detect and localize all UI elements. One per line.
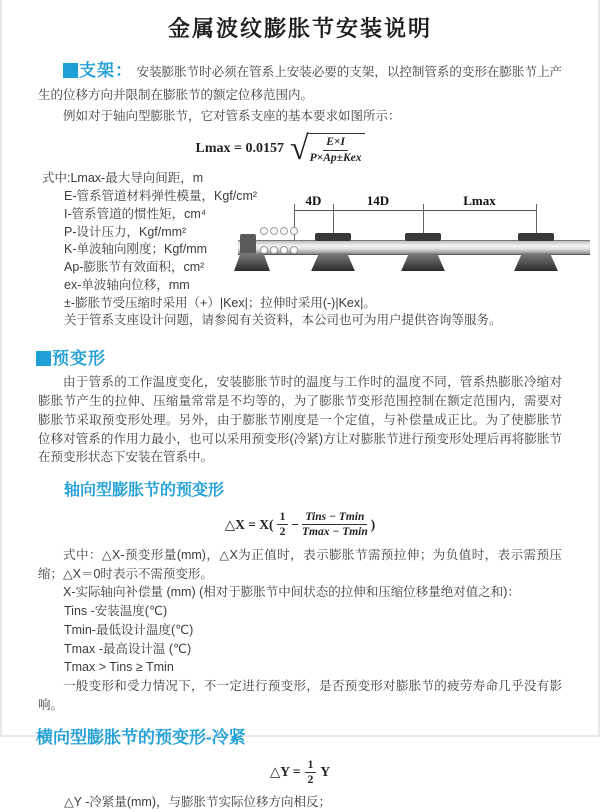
support-intro-text: 安装膨胀节时必须在管系上安装必要的支架，以控制管系的变形在膨胀节上产生的位移方向并限制在膨胀节的额定位移范围内。: [38, 65, 562, 103]
axial-formula-lhs: △X = X(: [224, 516, 274, 532]
definition-line: P-设计压力，Kgf/mm²: [64, 224, 187, 239]
pipe-clamp: [405, 233, 441, 241]
page-title: 金属波纹膨胀节安装说明: [167, 16, 432, 41]
dimension-label-lmax: Lmax: [423, 194, 536, 208]
definition-line: 关于管系支座设计问题，请参阅有关资料，本公司也可为用户提供咨询等服务。: [64, 313, 502, 328]
section-square-icon: [63, 63, 78, 78]
axial-explain-1: 式中：△X-预变形量(mm)，△X为正值时，表示膨胀节需预拉伸；为负值时，表示需预压缩；△X＝0时表示不需预变形。: [38, 547, 562, 581]
lateral-formula-fraction: $\frac{1}{2}$: [305, 758, 317, 788]
anchor-flange: [240, 234, 256, 256]
definition-line: 式中:Lmax-最大导向间距，m: [42, 171, 204, 186]
support-pedestal: [514, 253, 558, 271]
axial-formula: [2, 510, 598, 540]
axial-subsection-heading: 轴向型膨胀节的预变形: [64, 482, 225, 500]
dimension-label-4d: 4D: [294, 194, 333, 208]
dimension-label-14d: 14D: [333, 194, 423, 208]
lateral-formula-lhs: △Y =: [269, 764, 301, 780]
lateral-explain: △Y -冷紧量(mm)，与膨胀节实际位移方向相反；: [64, 795, 332, 810]
dimension-line: [294, 210, 536, 211]
axial-formula-half-fraction: $\frac{1}{2}$: [277, 510, 289, 540]
axial-explain-2: X-实际轴向补偿量 (mm) (相对于膨胀节中间状态的拉伸和压缩位移量绝对值之和)：: [63, 585, 520, 600]
axial-formula-temp-fraction: $\frac{\text{Tins − Tmin}}{Tmax - Tmin}$: [302, 511, 368, 539]
support-section-heading: 支架：: [79, 61, 134, 80]
definition-line: K-单波轴向刚度；Kgf/mm: [64, 242, 208, 257]
definition-line: ±-膨胀节受压缩时采用（+）|Kex|；拉伸时采用(-)|Kex|。: [64, 295, 376, 310]
lmax-denominator: P×Ap±Kex: [309, 151, 362, 164]
temp-definition-line: Tmin-最低设计温度(℃): [64, 622, 194, 637]
lateral-formula-rhs: Y: [320, 764, 331, 780]
pipe-support-diagram: [238, 193, 590, 298]
lmax-formula-lhs: Lmax = 0.0157: [195, 141, 284, 157]
axial-formula-close-paren: ): [370, 516, 376, 532]
support-intro-paragraph: [38, 57, 562, 106]
lateral-subsection-heading: 横向型膨胀节的预变形-冷紧: [36, 727, 246, 747]
temp-definition-line: Tmax > Tins ≥ Tmin: [64, 660, 174, 675]
definition-line: I-管系管道的惯性矩，cm⁴: [64, 206, 207, 221]
support-example-line: 例如对于轴向型膨胀节，它对管系支座的基本要求如图所示：: [63, 108, 401, 123]
definitions-and-diagram: [42, 170, 590, 332]
pipe-clamp: [518, 233, 554, 241]
definition-line: ex-单波轴向位移，mm: [64, 277, 190, 292]
axial-note: 一般变形和受力情况下，不一定进行预变形，是否预变形对膨胀节的疲劳寿命几乎没有影响。: [38, 679, 562, 712]
section-square-icon: [36, 351, 51, 366]
definition-line: Ap-膨胀节有效面积，cm²: [64, 260, 205, 275]
axial-formula-minus: −: [291, 516, 300, 532]
lmax-radicand: [307, 133, 365, 165]
predeform-section-heading-row: [36, 344, 598, 369]
lateral-formula: [2, 758, 598, 788]
temperature-definitions: [64, 602, 562, 677]
definition-line: E-管系管道材料弹性模量，Kgf/cm²: [64, 189, 258, 204]
support-pedestal: [311, 253, 355, 271]
predeform-body: 由于管系的工作温度变化，安装膨胀节时的温度与工作时的温度不同，管系热膨胀冷缩对膨胀节产生的拉伸、压缩量常常是不均等的，为了膨胀节变形范围控制在额定范围内，需要对膨胀节采取预变形处理。另外，由于膨胀节刚度是一个定值，与补偿量成正比。为了使膨胀节位移对管系的作用力最小，也可以采用预变形(冷紧)方让对膨胀节进行预变形处理后再将膨胀节在预变形状态下安装在管系中。: [38, 375, 562, 465]
temp-definition-line: Tins -安装温度(℃): [64, 604, 168, 619]
lmax-numerator: E×I: [323, 135, 348, 150]
lmax-formula: [2, 132, 558, 166]
support-pedestal: [401, 253, 445, 271]
radical-sign-icon: √: [289, 130, 309, 168]
temp-definition-line: Tmax -最高设计温 (℃): [64, 641, 192, 656]
pipe-clamp: [315, 233, 351, 241]
predeform-section-heading: 预变形: [52, 349, 106, 369]
